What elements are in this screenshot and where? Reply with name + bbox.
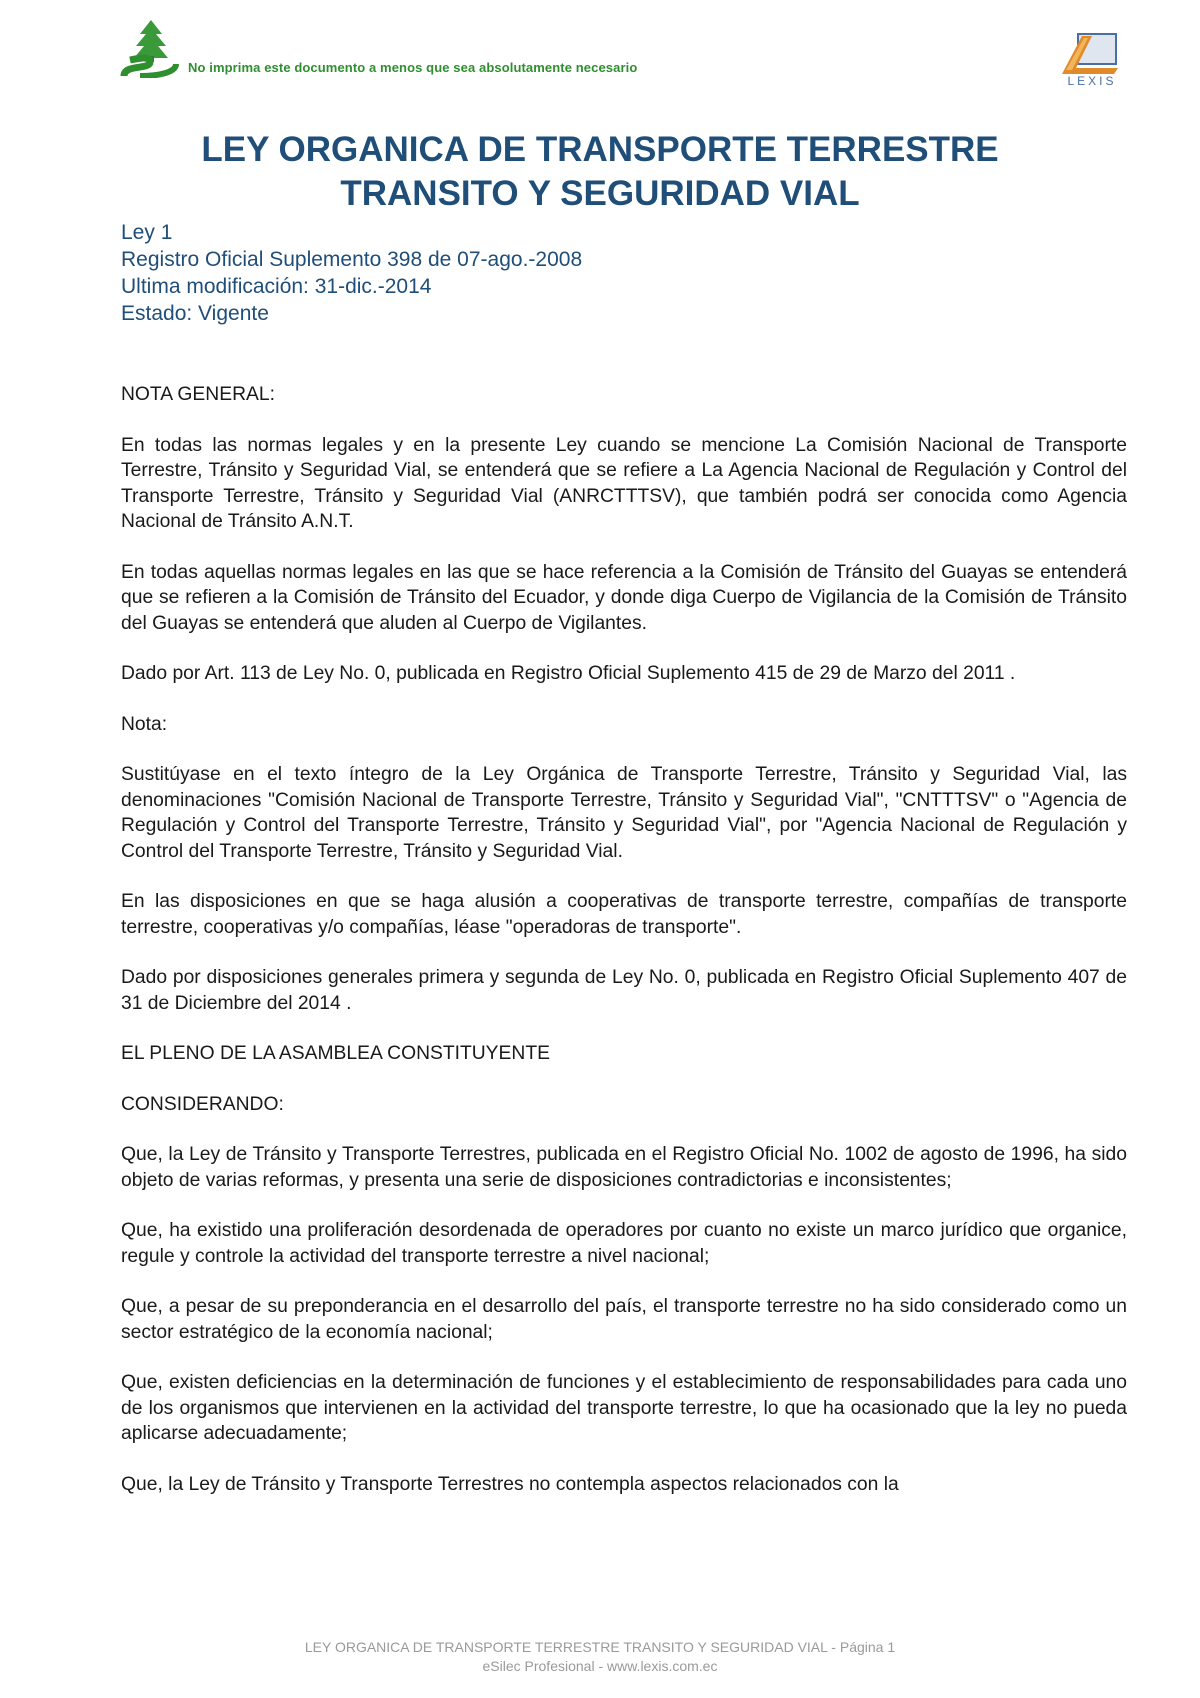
paragraph: EL PLENO DE LA ASAMBLEA CONSTITUYENTE — [121, 1043, 550, 1064]
paragraph: CONSIDERANDO: — [121, 1093, 284, 1115]
paragraph: En las disposiciones en que se haga alusión a cooperativas de transporte terrestre, compañías de transporte terrestre, cooperativas y/o compañías, léase "operadoras de transporte". — [121, 891, 1127, 938]
paragraph: Que, existen deficiencias en la determinación de funciones y el establecimiento de responsabilidades para cada uno de los organismos que intervienen en la actividad del transporte terrestre, lo que ha ocasionado que la ley no pueda aplicarse adecuadamente; — [121, 1372, 1127, 1444]
document-meta — [121, 219, 582, 327]
page-footer — [0, 1638, 1200, 1676]
title-line-1: LEY ORGANICA DE TRANSPORTE TERRESTRE — [201, 130, 999, 169]
paragraph: Sustitúyase en el texto íntegro de la Ley Orgánica de Transporte Terrestre, Tránsito y Seguridad Vial, las denominaciones "Comisión Nacional de Transporte Terrestre, Tránsito y Seguridad Vial", "CNTTTSV" o "Agencia de Regulación y Control del Transporte Terrestre, Tránsito y Seguridad Vial", por "Agencia Nacional de Regulación y Control del Transporte Terrestre, Tránsito y Seguridad Vial. — [121, 764, 1127, 862]
footer-title-page: LEY ORGANICA DE TRANSPORTE TERRESTRE TRANSITO Y SEGURIDAD VIAL - Página 1 — [304, 1639, 896, 1655]
paragraph: En todas las normas legales y en la presente Ley cuando se mencione La Comisión Nacional de Transporte Terrestre, Tránsito y Seguridad Vial, se entenderá que se refiere a La Agencia Nacional de Regulación y Control del Transporte Terrestre, Tránsito y Seguridad Vial (ANRCTTTSV), que también podrá ser conocida como Agencia Nacional de Tránsito A.N.T. — [121, 434, 1127, 532]
document-title — [0, 128, 1200, 216]
paragraph: Que, ha existido una proliferación desordenada de operadores por cuanto no existe un marco jurídico que organice, regule y controle la actividad del transporte terrestre a nivel nacional; — [121, 1220, 1127, 1267]
paragraph: En todas aquellas normas legales en las que se hace referencia a la Comisión de Tránsito del Guayas se entenderá que se refieren a la Comisión de Tránsito del Ecuador, y donde diga Cuerpo de Vigilancia de la Comisión de Tránsito del Guayas se entenderá que aluden al Cuerpo de Vigilantes. — [121, 561, 1127, 634]
document-body — [121, 382, 1127, 1522]
meta-last-modified: Ultima modificación: 31-dic.-2014 — [121, 275, 432, 298]
eco-notice: No imprima este documento a menos que sea absolutamente necesario — [188, 60, 638, 75]
paragraph: Que, la Ley de Tránsito y Transporte Terrestres no contempla aspectos relacionados con la — [121, 1473, 899, 1495]
brand-name: LEXIS — [1067, 74, 1117, 88]
paragraph: Que, la Ley de Tránsito y Transporte Terrestres, publicada en el Registro Oficial No. 1002 de agosto de 1996, ha sido objeto de varias reformas, y presenta una serie de disposiciones contradictorias e inconsistentes; — [121, 1144, 1127, 1191]
paragraph: Que, a pesar de su preponderancia en el desarrollo del país, el transporte terrestre no ha sido considerado como un sector estratégico de la economía nacional; — [121, 1296, 1127, 1343]
meta-registry: Registro Oficial Suplemento 398 de 07-ago.-2008 — [121, 248, 583, 271]
page-header — [0, 0, 1200, 110]
title-line-2: TRANSITO Y SEGURIDAD VIAL — [340, 174, 860, 213]
paragraph: NOTA GENERAL: — [121, 384, 275, 405]
paragraph: Nota: — [121, 713, 168, 735]
paragraph: Dado por disposiciones generales primera y segunda de Ley No. 0, publicada en Registro Oficial Suplemento 407 de 31 de Diciembre del 2014 . — [121, 967, 1127, 1014]
meta-status: Estado: Vigente — [121, 302, 269, 325]
tree-road-icon — [120, 18, 182, 78]
footer-source: eSilec Profesional - www.lexis.com.ec — [482, 1658, 718, 1674]
meta-law-number: Ley 1 — [121, 221, 173, 244]
paragraph: Dado por Art. 113 de Ley No. 0, publicada en Registro Oficial Suplemento 415 de 29 de Marzo del 2011 . — [121, 663, 1016, 684]
